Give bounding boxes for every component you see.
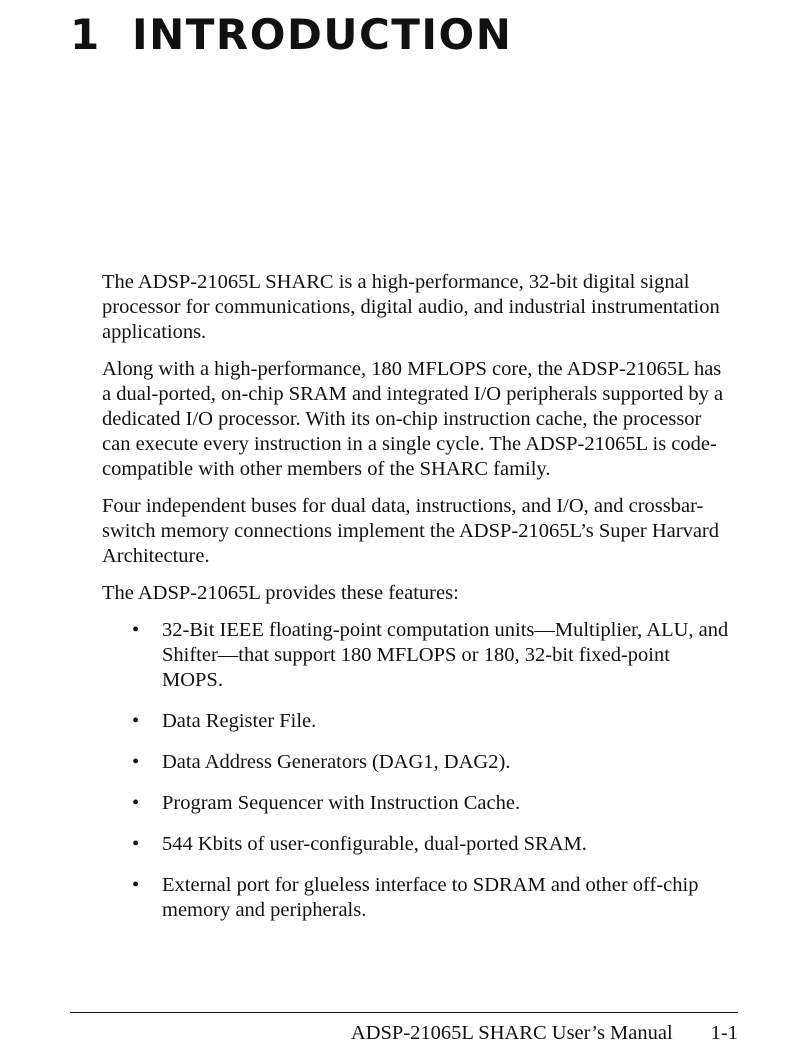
feature-text: 544 Kbits of user-configurable, dual-ported SRAM. (162, 833, 587, 855)
feature-item (102, 791, 734, 816)
bullet-icon: • (132, 619, 140, 641)
feature-text: 32-Bit IEEE floating-point computation units—Multiplier, ALU, and Shifter—that support 180 MFLOPS or 180, 32-bit fixed-point MOPS. (162, 619, 729, 691)
footer-divider (70, 1012, 738, 1013)
page-footer (351, 1022, 738, 1045)
bullet-icon: • (132, 751, 140, 773)
feature-text: External port for glueless interface to SDRAM and other off-chip memory and peripherals. (162, 874, 699, 921)
body-text (102, 270, 734, 939)
feature-item (102, 750, 734, 775)
bullet-icon: • (132, 874, 140, 896)
bullet-icon: • (132, 833, 140, 855)
features-intro-paragraph: The ADSP-21065L provides these features: (102, 582, 459, 604)
feature-item (102, 832, 734, 857)
intro-paragraph: The ADSP-21065L SHARC is a high-performance, 32-bit digital signal processor for communications, digital audio, and industrial instrumentation applications. (102, 271, 720, 343)
feature-text: Program Sequencer with Instruction Cache. (162, 792, 521, 814)
chapter-number: 1 (70, 10, 101, 59)
core-paragraph: Along with a high-performance, 180 MFLOPS core, the ADSP-21065L has a dual-ported, on-chip SRAM and integrated I/O peripherals supported by a dedicated I/O processor. With its on-chip instruction cache, the processor can execute every instruction in a single cycle. The ADSP-21065L is code-compatible with other members of the SHARC family. (102, 358, 724, 480)
feature-text: Data Register File. (162, 710, 317, 732)
feature-item (102, 873, 734, 923)
footer-manual-title: ADSP-21065L SHARC User’s Manual (350, 1022, 673, 1044)
buses-paragraph: Four independent buses for dual data, instructions, and I/O, and crossbar-switch memory connections implement the ADSP-21065L’s Super Harvard Architecture. (102, 495, 720, 567)
chapter-heading (70, 10, 512, 59)
feature-item (102, 618, 734, 693)
feature-list (102, 618, 734, 923)
footer-page-number: 1-1 (710, 1022, 738, 1044)
feature-text: Data Address Generators (DAG1, DAG2). (162, 751, 511, 773)
bullet-icon: • (132, 792, 140, 814)
feature-item (102, 709, 734, 734)
chapter-title: INTRODUCTION (132, 10, 513, 59)
bullet-icon: • (132, 710, 140, 732)
